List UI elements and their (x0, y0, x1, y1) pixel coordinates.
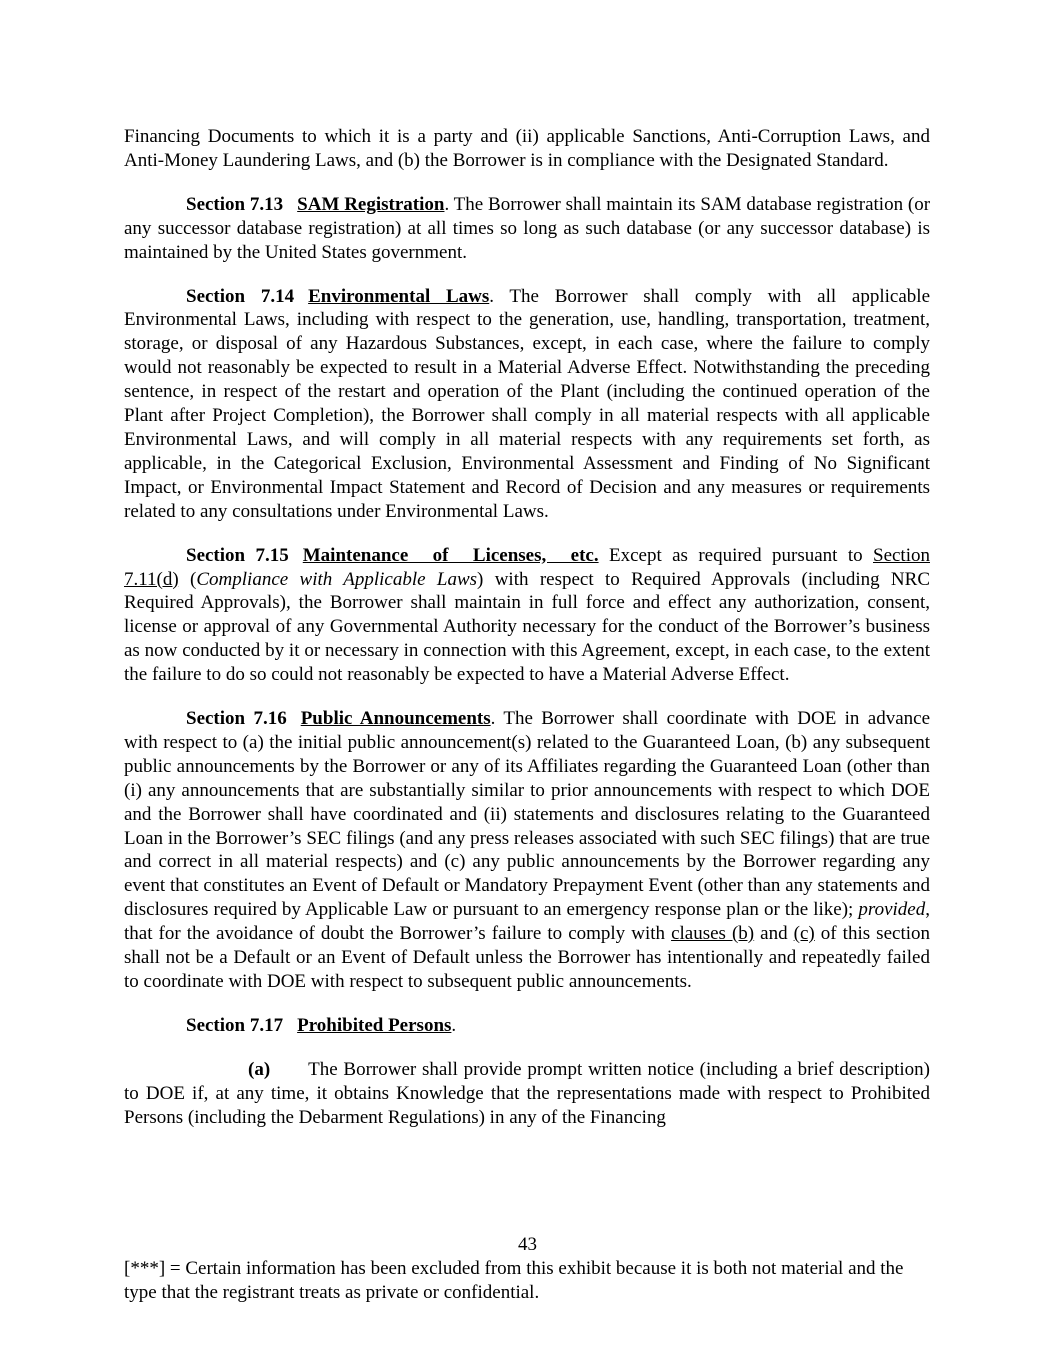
section-title: Maintenance of Licenses, etc. (302, 544, 599, 566)
section-text: Except as required pursuant to (598, 544, 873, 566)
page-number: 43 (518, 1234, 537, 1255)
section-title: Public Announcements (300, 708, 491, 730)
section-7-13 (124, 193, 930, 265)
section-number: Section 7.16 (186, 708, 287, 730)
section-text: . The Borrower shall comply with all applicable Environmental Laws, including with respect to the generation, use, handling, transportation, treatment, storage, or disposal of any Hazardous Substances, except, in each case, where the failure to comply would not reasonably be expected to result in a Material Adverse Effect. Notwithstanding the preceding sentence, in respect of the restart and operation of the Plant (including the continued operation of the Plant after Project Completion), the Borrower shall comply in all material respects with all applicable Environmental Laws, and will comply in all material respects with any requirements set forth, as applicable, in the Categorical Exclusion, Environmental Assessment and Finding of No Significant Impact, or Environmental Impact Statement and Record of Decision and any measures or requirements related to any consultations under Environmental Laws. (124, 285, 930, 522)
section-title: Prohibited Persons (297, 1014, 452, 1036)
section-title: SAM Registration (297, 193, 445, 215)
cross-reference-title: Compliance with Applicable Laws (196, 568, 478, 590)
clause-b-reference: clauses (b) (671, 923, 755, 945)
section-title: Environmental Laws (308, 285, 490, 307)
section-number: Section 7.17 (186, 1014, 284, 1036)
section-text: . The Borrower shall maintain its SAM database registration (or any successor database registration) at all times so long as such database (or any successor database) is maintained by the United States government. (124, 193, 931, 263)
section-number: Section 7.14 (186, 285, 295, 307)
section-text: and (754, 923, 794, 945)
section-7-15 (124, 544, 930, 687)
intro-paragraph: Financing Documents to which it is a party and (ii) applicable Sanctions, Anti-Corruption Laws, and Anti-Money Laundering Laws, and (b) the Borrower is in compliance with the Designated Standard. (124, 126, 930, 171)
document-body (124, 125, 930, 1150)
section-text: , that for the avoidance of doubt the Borrower’s failure to comply with (124, 899, 930, 945)
subsection-text: The Borrower shall provide prompt written notice (including a brief description) to DOE if, at any time, it obtains Knowledge that the representations made with respect to Prohibited Persons (including the Debarment Regulations) in any of the Financing (124, 1058, 930, 1128)
confidentiality-footer: [***] = Certain information has been excluded from this exhibit because it is both not material and the type that the registrant treats as private or confidential. (124, 1258, 904, 1303)
section-cross-reference: Section 7.11(d) (124, 544, 930, 590)
section-7-17 (124, 1014, 930, 1038)
section-7-16 (124, 707, 930, 994)
section-text: . The Borrower shall coordinate with DOE in advance with respect to (a) the initial public announcement(s) related to the Guaranteed Loan, (b) any subsequent public announcements by the Borrower or any of its Affiliates regarding the Guaranteed Loan (other than (i) any announcements that are substantially similar to prior announcements with respect to which DOE and the Borrower shall have coordinated and (ii) statements and disclosures relating to the Guaranteed Loan in the Borrower’s SEC filings (and any press releases associated with such SEC filings) that are true and correct in all material respects) and (c) any public announcements by the Borrower regarding any event that constitutes an Event of Default or Mandatory Prepayment Event (other than any statements and disclosures required by Applicable Law or pursuant to an emergency response plan or the like); (124, 708, 931, 921)
section-number: Section 7.15 (186, 544, 289, 566)
subsection-label: (a) (248, 1058, 271, 1080)
section-number: Section 7.13 (186, 193, 284, 215)
section-text: of this section shall not be a Default or an Event of Default unless the Borrower has intentionally and repeatedly failed to coordinate with DOE with respect to subsequent public announcements. (124, 923, 931, 992)
section-7-14 (124, 285, 930, 524)
clause-c-reference: (c) (793, 923, 815, 945)
proviso-term: provided (858, 899, 926, 921)
section-text: . (451, 1014, 457, 1036)
section-text: ) with respect to Required Approvals (including NRC Required Approvals), the Borrower shall maintain in full force and effect any authorization, consent, license or approval of any Governmental Authority necessary for the conduct of the Borrower’s business as now conducted by it or necessary in connection with this Agreement, except, in each case, to the extent the failure to do so could not reasonably be expected to have a Material Adverse Effect. (124, 568, 931, 686)
section-7-17-a (124, 1058, 930, 1130)
section-text: ( (178, 568, 197, 590)
